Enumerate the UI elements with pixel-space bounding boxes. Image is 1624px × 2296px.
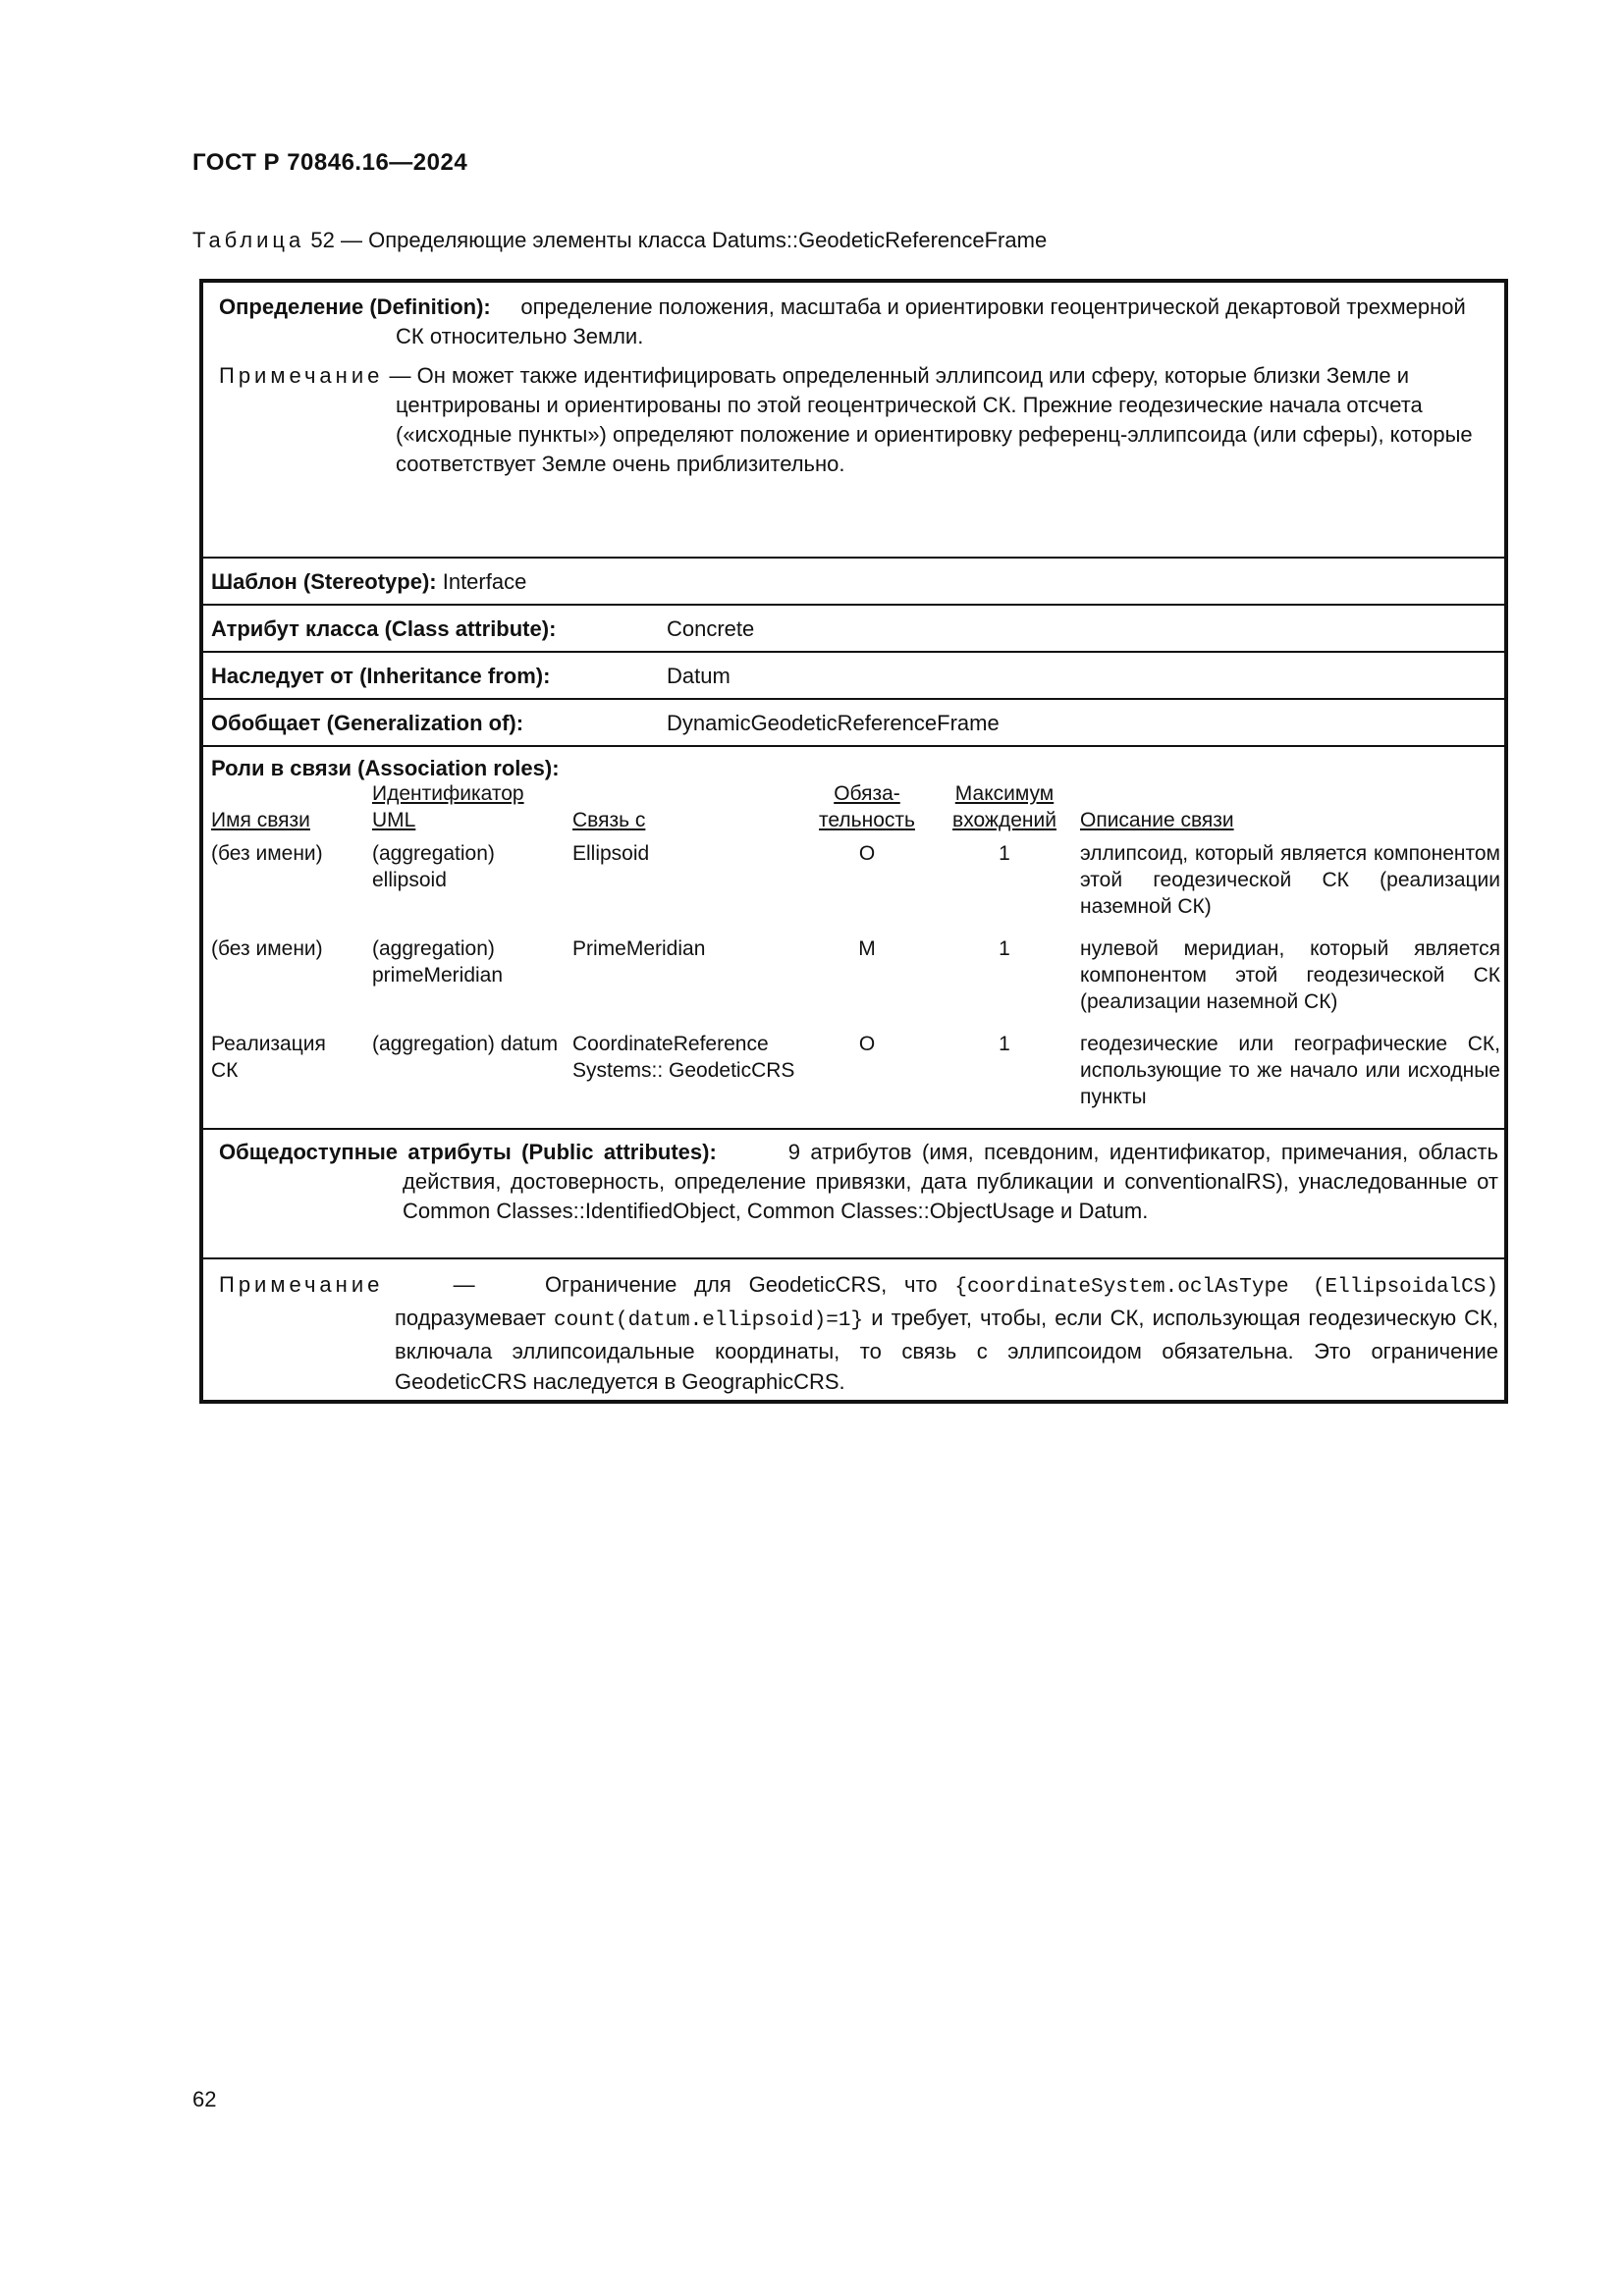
stereotype-value: Interface xyxy=(442,569,527,594)
roles-header-obligation xyxy=(810,780,924,833)
roles-header-link: Связь с xyxy=(572,809,646,831)
definition-text: определение положения, масштаба и ориентировки геоцентрической декартовой трехмерной СК относительно Земли. xyxy=(396,294,1466,348)
note2-text-3: и требует, чтобы, если СК, использующая геодезическую СК, включала эллипсоидальные координаты, то связь с эллипсоидом обязательна. Это ограничение GeodeticCRS наследуется в GeographicCRS. xyxy=(395,1306,1498,1394)
role-1-uml: (aggregation) ellipsoid xyxy=(372,842,495,891)
definition-row xyxy=(203,283,1504,559)
stereotype-label: Шаблон (Stereotype): xyxy=(211,569,437,594)
note1-text: Он может также идентифицировать определенный эллипсоид или сферу, которые близки Земле и центрированы и ориентированы по этой геоцентрической СК. Прежние геодезические начала отсчета («исходные пункты») определяют положение и ориентировку референц-эллипсоида (или сферы), которые соответствует Земле очень приблизительно. xyxy=(396,363,1473,476)
definition-table xyxy=(199,279,1508,1404)
roles-header-uml xyxy=(372,780,524,833)
inheritance-value: Datum xyxy=(667,664,731,688)
note2-code-2: count(datum.ellipsoid)=1} xyxy=(554,1309,864,1332)
definition-paragraph xyxy=(211,293,1496,351)
inheritance-label: Наследует от (Inheritance from): xyxy=(211,664,551,688)
note2-dash: — xyxy=(453,1272,475,1297)
public-attributes-label: Общедоступные атрибуты (Public attributes): xyxy=(219,1140,717,1164)
role-2-name: (без имени) xyxy=(211,937,323,960)
note2-paragraph xyxy=(211,1269,1498,1397)
roles-header-name: Имя связи xyxy=(211,809,310,831)
note2-label: Примечание xyxy=(219,1272,384,1297)
definition-label: Определение (Definition): xyxy=(219,294,491,319)
roles-header-max-bottom: вхождений xyxy=(952,809,1056,831)
note1-paragraph xyxy=(211,361,1496,479)
class-attribute-value: Concrete xyxy=(667,616,755,641)
role-3-uml: (aggregation) datum xyxy=(372,1033,559,1055)
public-attributes-row xyxy=(203,1130,1504,1259)
note2-text-2: подразумевает xyxy=(395,1306,546,1330)
roles-header-max xyxy=(943,780,1066,833)
role-1-obligation: O xyxy=(858,842,876,865)
role-3-max: 1 xyxy=(999,1033,1010,1055)
roles-header-description: Описание связи xyxy=(1080,809,1234,831)
table-caption xyxy=(192,228,1047,253)
role-3-link: CoordinateReference Systems:: GeodeticCRS xyxy=(572,1033,795,1082)
note2-code-1: {coordinateSystem.oclAsType (EllipsoidalCS) xyxy=(954,1276,1498,1299)
role-2-description: нулевой меридиан, который является компонентом этой геодезической СК (реализации наземной СК) xyxy=(1080,937,1500,1013)
generalization-value: DynamicGeodeticReferenceFrame xyxy=(667,711,1000,735)
inheritance-row xyxy=(203,653,1504,700)
role-1-description: эллипсоид, который является компонентом этой геодезической СК (реализации наземной СК) xyxy=(1080,842,1500,918)
page-number: 62 xyxy=(192,2087,217,2111)
role-1-link: Ellipsoid xyxy=(572,842,650,865)
stereotype-row xyxy=(203,559,1504,606)
role-2-max: 1 xyxy=(999,937,1010,960)
role-3-name: Реализация СК xyxy=(211,1033,326,1082)
note1-label: Примечание xyxy=(219,363,384,388)
roles-header-uml-bottom: UML xyxy=(372,809,416,831)
table-caption-text: 52 — Определяющие элементы класса Datums::GeodeticReferenceFrame xyxy=(310,228,1048,252)
roles-header-max-top: Максимум xyxy=(954,782,1055,805)
note2-row xyxy=(203,1259,1504,1402)
public-attributes-text: 9 атрибутов (имя, псевдоним, идентификатор, примечания, область действия, достоверность, определение привязки, дата публикации и conventionalRS), унаследованные от Common Classes::IdentifiedObject, Common Classes::ObjectUsage и Datum. xyxy=(403,1140,1498,1223)
roles-header-obligation-top: Обяза- xyxy=(834,782,900,805)
stereotype-line xyxy=(211,567,526,597)
role-1-name: (без имени) xyxy=(211,842,323,865)
role-3-obligation: O xyxy=(858,1033,876,1055)
roles-header-obligation-bottom: тельность xyxy=(819,809,915,831)
role-2-obligation: M xyxy=(858,937,876,960)
roles-label: Роли в связи (Association roles): xyxy=(211,756,560,780)
role-3-description: геодезические или географические СК, использующие то же начало или исходные пункты xyxy=(1080,1033,1500,1108)
note2-text-1: Ограничение для GeodeticCRS, что xyxy=(544,1272,938,1297)
class-attribute-label: Атрибут класса (Class attribute): xyxy=(211,616,557,641)
role-2-link: PrimeMeridian xyxy=(572,937,706,960)
document-header: ГОСТ Р 70846.16—2024 xyxy=(192,149,468,176)
generalization-row xyxy=(203,700,1504,747)
role-1-max: 1 xyxy=(999,842,1010,865)
note1-dash: — xyxy=(389,363,411,388)
role-2-uml: (aggregation) primeMeridian xyxy=(372,937,504,987)
generalization-label: Обобщает (Generalization of): xyxy=(211,711,524,735)
association-roles-row xyxy=(203,747,1504,1130)
class-attribute-row xyxy=(203,606,1504,653)
table-caption-label: Таблица xyxy=(192,228,305,252)
roles-header-uml-top: Идентификатор xyxy=(372,782,524,805)
public-attributes-paragraph xyxy=(211,1138,1498,1226)
